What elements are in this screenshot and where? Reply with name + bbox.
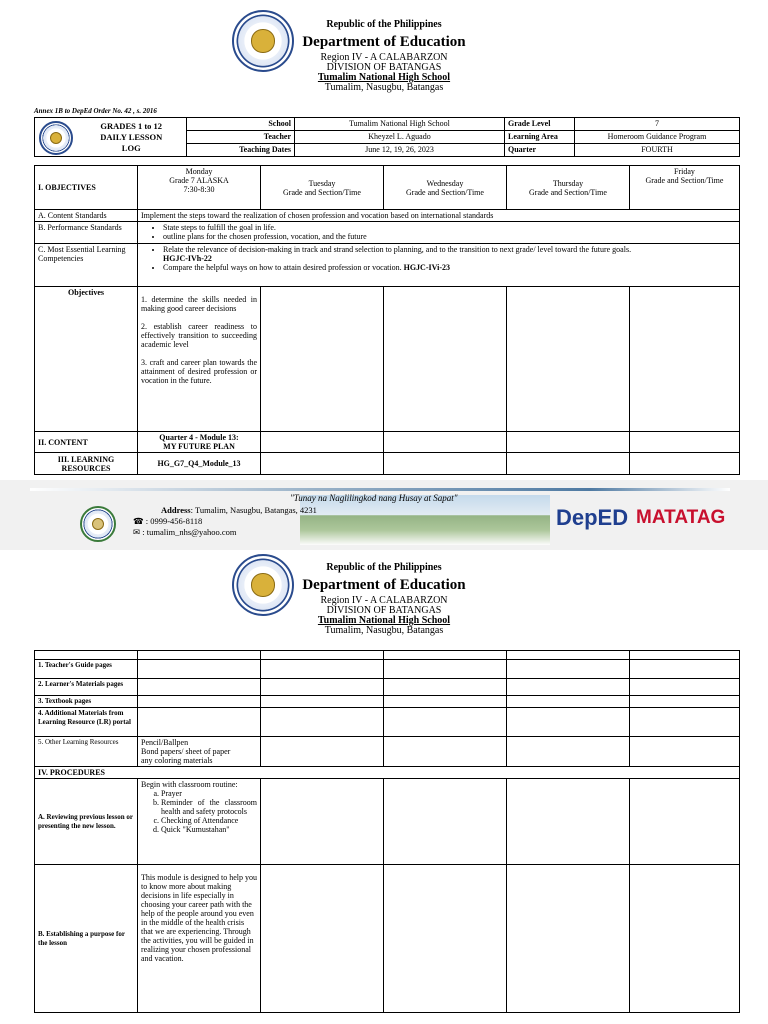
school-location: Tumalim, Nasugbu, Batangas [324, 625, 444, 636]
friday-label: Friday [674, 167, 695, 176]
content-tuesday [261, 432, 384, 453]
content-wednesday [384, 432, 507, 453]
thursday-section: Grade and Section/Time [529, 187, 607, 197]
additional-materials-label: 4. Additional Materials from Learning Resource (LR) portal [35, 708, 138, 737]
tuesday-header [261, 166, 384, 210]
melc-item [163, 245, 736, 263]
page-header [0, 20, 768, 93]
routine-item: a. Prayer [161, 789, 257, 798]
resources-friday [630, 453, 740, 475]
objectives-friday [630, 287, 740, 432]
school-name: Tumalim National High School [317, 72, 451, 83]
thursday-label: Thursday [552, 178, 584, 188]
routine-item: c. Checking of Attendance [161, 816, 257, 825]
objectives-label: Objectives [35, 287, 138, 432]
content-value-1: Quarter 4 - Module 13: [159, 433, 239, 442]
division-text: DIVISION OF BATANGAS [326, 605, 442, 616]
content-label: II. CONTENT [35, 432, 138, 453]
region-text: Region IV - A CALABARZON [320, 595, 448, 606]
learning-area-label: Learning Area [505, 131, 575, 144]
wednesday-section: Grade and Section/Time [406, 187, 484, 197]
resources-tuesday [261, 453, 384, 475]
objective-2: 2. establish career readiness to effectively transition to succeeding academic level [141, 322, 257, 349]
learning-area-value: Homeroom Guidance Program [575, 131, 740, 144]
footer-phone [133, 516, 202, 527]
division-text: DIVISION OF BATANGAS [326, 62, 442, 73]
teachers-guide-label: 1. Teacher's Guide pages [35, 660, 138, 679]
routine-intro: Begin with classroom routine: [141, 780, 238, 789]
objectives-heading: I. OBJECTIVES [35, 166, 138, 210]
grade-level-label: Grade Level [505, 118, 575, 131]
performance-standards-label: B. Performance Standards [35, 222, 138, 244]
republic-text: Republic of the Philippines [326, 19, 442, 30]
melc-1-code: HGJC-IVh-22 [163, 254, 212, 263]
wednesday-label: Wednesday [426, 178, 464, 188]
objectives-wednesday [384, 287, 507, 432]
deped-logo: DepED [556, 505, 629, 530]
quarter-label: Quarter [505, 144, 575, 157]
school-location: Tumalim, Nasugbu, Batangas [324, 82, 444, 93]
other-resource-item: any coloring materials [141, 756, 213, 765]
content-value-2: MY FUTURE PLAN [163, 442, 235, 451]
department-title: Department of Education [302, 577, 466, 593]
teaching-dates-value: June 12, 19, 26, 2023 [295, 144, 505, 157]
dll-title [77, 118, 187, 157]
monday-time: 7:30-8:30 [183, 185, 215, 194]
dll-info-table [34, 117, 740, 157]
purpose-lesson-label: B. Establishing a purpose for the lesson [35, 865, 138, 1013]
performance-item: • State steps to fulfill the goal in life. [163, 223, 736, 232]
teacher-label: Teacher [187, 131, 295, 144]
other-resources-label: 5. Other Learning Resources [35, 737, 138, 767]
resources-thursday [507, 453, 630, 475]
monday-label: Monday [185, 167, 213, 176]
objectives-thursday [507, 287, 630, 432]
monday-header [138, 166, 261, 210]
content-standards-label: A. Content Standards [35, 210, 138, 222]
school-logo [80, 506, 116, 542]
phone-icon: ☎ [133, 517, 144, 527]
objective-1: 1. determine the skills needed in making good career decisions [141, 295, 257, 313]
melc-label: C. Most Essential Learning Competencies [35, 244, 138, 287]
objectives-tuesday [261, 287, 384, 432]
tuesday-label: Tuesday [308, 178, 336, 188]
footer-email [133, 527, 237, 538]
lesson-table-page2 [34, 650, 740, 1013]
school-value: Tumalim National High School [295, 118, 505, 131]
monday-section: Grade 7 ALASKA [169, 176, 229, 185]
lesson-table [34, 165, 740, 475]
footer-address [161, 505, 317, 515]
dll-title-line2: DAILY LESSON [100, 131, 163, 142]
quarter-value: FOURTH [575, 144, 740, 157]
other-resources-value [138, 737, 261, 767]
procedures-heading: IV. PROCEDURES [35, 767, 740, 779]
school-label: School [187, 118, 295, 131]
school-name: Tumalim National High School [317, 615, 451, 626]
thursday-header [507, 166, 630, 210]
melc-item [163, 263, 736, 272]
page2-header [0, 563, 768, 636]
tuesday-section: Grade and Section/Time [283, 187, 361, 197]
friday-header [630, 166, 740, 210]
email-value: : tumalim_nhs@yahoo.com [142, 527, 237, 537]
teaching-dates-label: Teaching Dates [187, 144, 295, 157]
routine-item: d. Quick "Kumustahan" [161, 825, 257, 834]
department-title: Department of Education [302, 34, 466, 50]
textbook-label: 3. Textbook pages [35, 696, 138, 708]
reviewing-lesson-label: A. Reviewing previous lesson or presenting the new lesson. [35, 779, 138, 865]
reviewing-lesson-value [138, 779, 261, 865]
republic-text: Republic of the Philippines [326, 562, 442, 573]
content-value [138, 432, 261, 453]
purpose-lesson-value: This module is designed to help you to know more about making decisions in life especially in choosing your career path with the help of the people around you even in the middle of the health crisis that we are experiencing. Through the activities, you will be guided in realizing your chosen professional and vacation. [138, 865, 261, 1013]
learning-resources-label: III. LEARNING RESOURCES [35, 453, 138, 475]
content-standards-value: Implement the steps toward the realization of chosen profession and vocation based on international standards [138, 210, 740, 222]
melc-2-text: Compare the helpful ways on how to attain desired profession or vocation. [163, 263, 402, 272]
content-thursday [507, 432, 630, 453]
teacher-value: Kheyzel L. Aguado [295, 131, 505, 144]
routine-item: b. Reminder of the classroom health and safety protocols [161, 798, 257, 816]
dll-seal-icon [39, 121, 73, 155]
resources-wednesday [384, 453, 507, 475]
objective-3: 3. craft and career plan towards the attainment of desired profession or vocation in the future. [141, 358, 257, 385]
footer-divider [30, 488, 730, 491]
wednesday-header [384, 166, 507, 210]
learning-resources-value: HG_G7_Q4_Module_13 [138, 453, 261, 475]
address-label: Address [161, 505, 191, 515]
learners-materials-label: 2. Learner's Materials pages [35, 679, 138, 696]
dll-title-line3: LOG [121, 142, 141, 153]
performance-item: • outline plans for the chosen profession, vocation, and the future [163, 232, 736, 241]
other-resource-item: Bond papers/ sheet of paper [141, 747, 231, 756]
footer-motto: "Tunay na Naglilingkod nang Husay at Sapat" [290, 493, 458, 503]
matatag-logo: MATATAG [636, 507, 726, 528]
annex-text: Annex 1B to DepEd Order No. 42 , s. 2016 [34, 107, 157, 115]
dll-title-line1: GRADES 1 to 12 [100, 120, 163, 131]
melc-2-code: HGJC-IVi-23 [403, 263, 450, 272]
dll-seal-cell [35, 118, 77, 157]
performance-standards-value [138, 222, 740, 244]
region-text: Region IV - A CALABARZON [320, 52, 448, 63]
address-value: : Tumalim, Nasugbu, Batangas, 4231 [190, 505, 317, 515]
objectives-monday [138, 287, 261, 432]
melc-value [138, 244, 740, 287]
phone-value: : 0999-456-8118 [145, 516, 203, 526]
friday-section: Grade and Section/Time [645, 176, 724, 185]
content-friday [630, 432, 740, 453]
other-resource-item: Pencil/Ballpen [141, 738, 189, 747]
melc-1-text: Relate the relevance of decision-making in track and strand selection to planning, and to the transition to next grade/ level toward the future goals. [163, 245, 632, 254]
grade-level-value: 7 [575, 118, 740, 131]
email-icon: ✉ [133, 528, 141, 538]
